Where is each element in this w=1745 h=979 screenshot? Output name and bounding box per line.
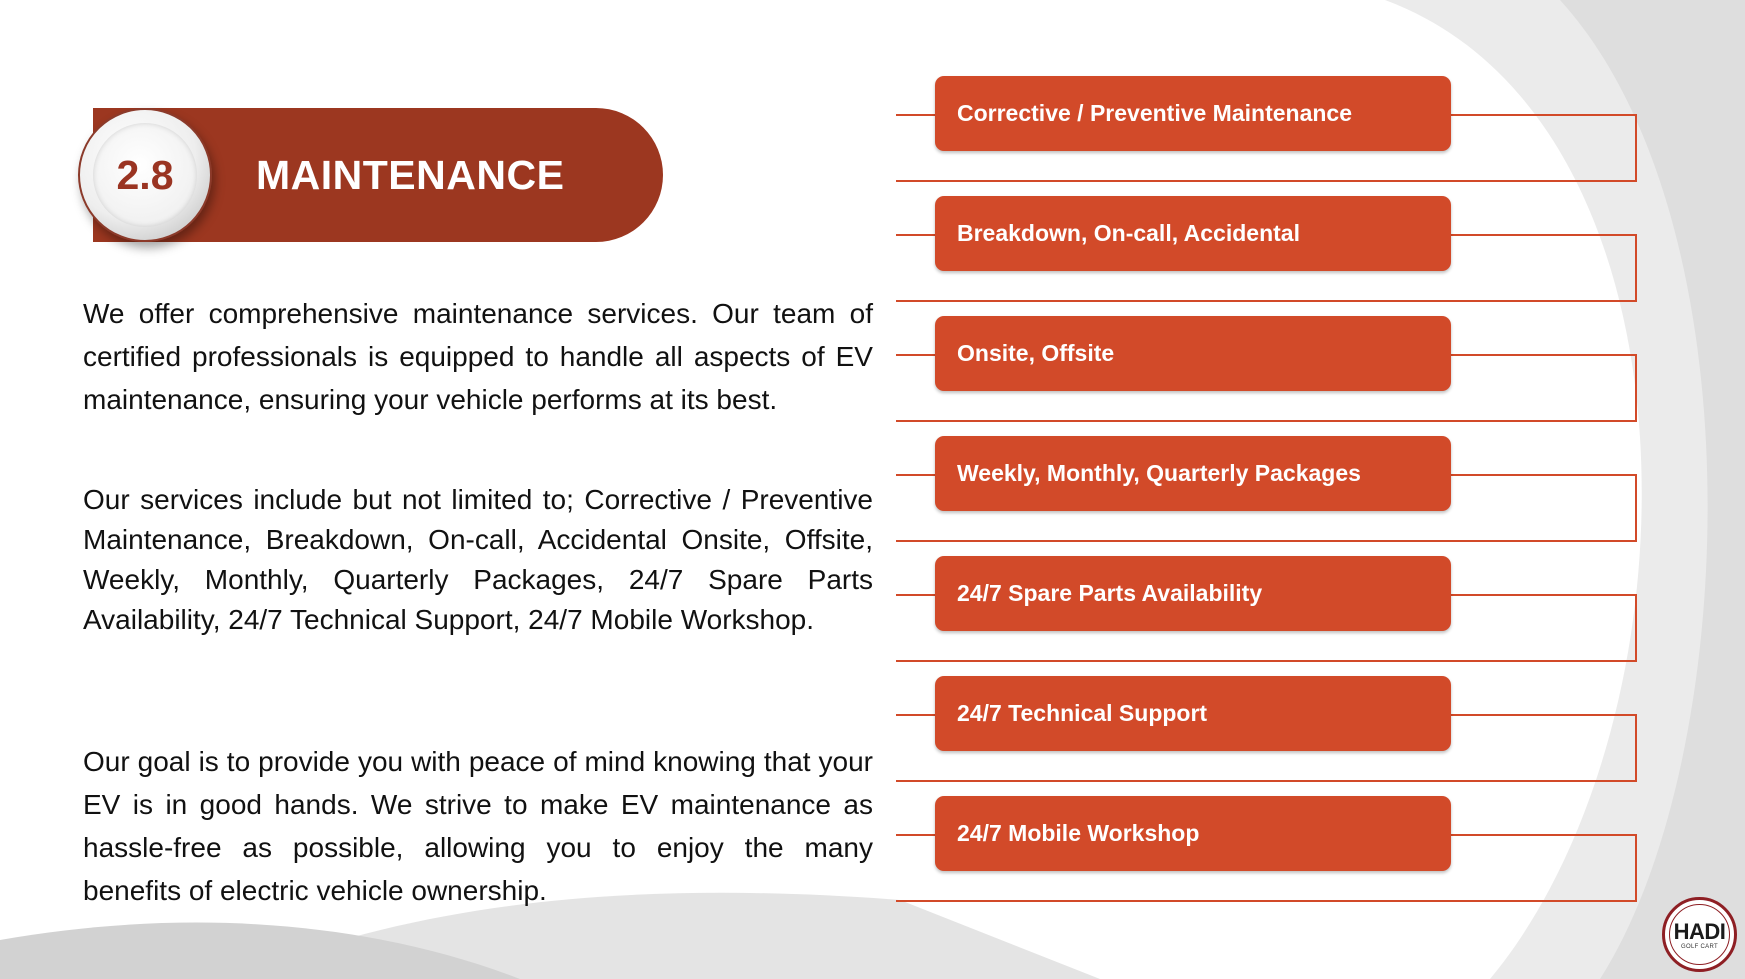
- service-item-spare-parts: 24/7 Spare Parts Availability: [935, 556, 1451, 631]
- section-title: MAINTENANCE: [256, 152, 565, 198]
- service-item-breakdown: Breakdown, On-call, Accidental: [935, 196, 1451, 271]
- logo-name: HADI: [1673, 919, 1726, 944]
- service-item-mobile-workshop: 24/7 Mobile Workshop: [935, 796, 1451, 871]
- section-number: 2.8: [93, 123, 197, 227]
- goal-paragraph: Our goal is to provide you with peace of mind knowing that your EV is in good hands. We strive to make EV maintenance as hassle-free as possible, allowing you to enjoy the many benefits of electric vehicle ownership.: [83, 746, 873, 906]
- service-item-technical-support: 24/7 Technical Support: [935, 676, 1451, 751]
- logo-subtitle: GOLF CART: [1681, 944, 1718, 950]
- service-item-packages: Weekly, Monthly, Quarterly Packages: [935, 436, 1451, 511]
- section-number-badge: [78, 108, 212, 242]
- service-item-onsite-offsite: Onsite, Offsite: [935, 316, 1451, 391]
- intro-paragraph: We offer comprehensive maintenance services. Our team of certified professionals is equipped to handle all aspects of EV maintenance, ensuring your vehicle performs at its best.: [83, 298, 873, 415]
- services-paragraph: Our services include but not limited to; Corrective / Preventive Maintenance, Breakdown, On-call, Accidental Onsite, Offsite, Weekly, Monthly, Quarterly Packages, 24/7 Spare Parts Availability, 24/7 Technical Support, 24/7 Mobile Workshop.: [83, 484, 873, 635]
- company-logo: [1662, 897, 1737, 972]
- service-item-corrective-preventive: Corrective / Preventive Maintenance: [935, 76, 1451, 151]
